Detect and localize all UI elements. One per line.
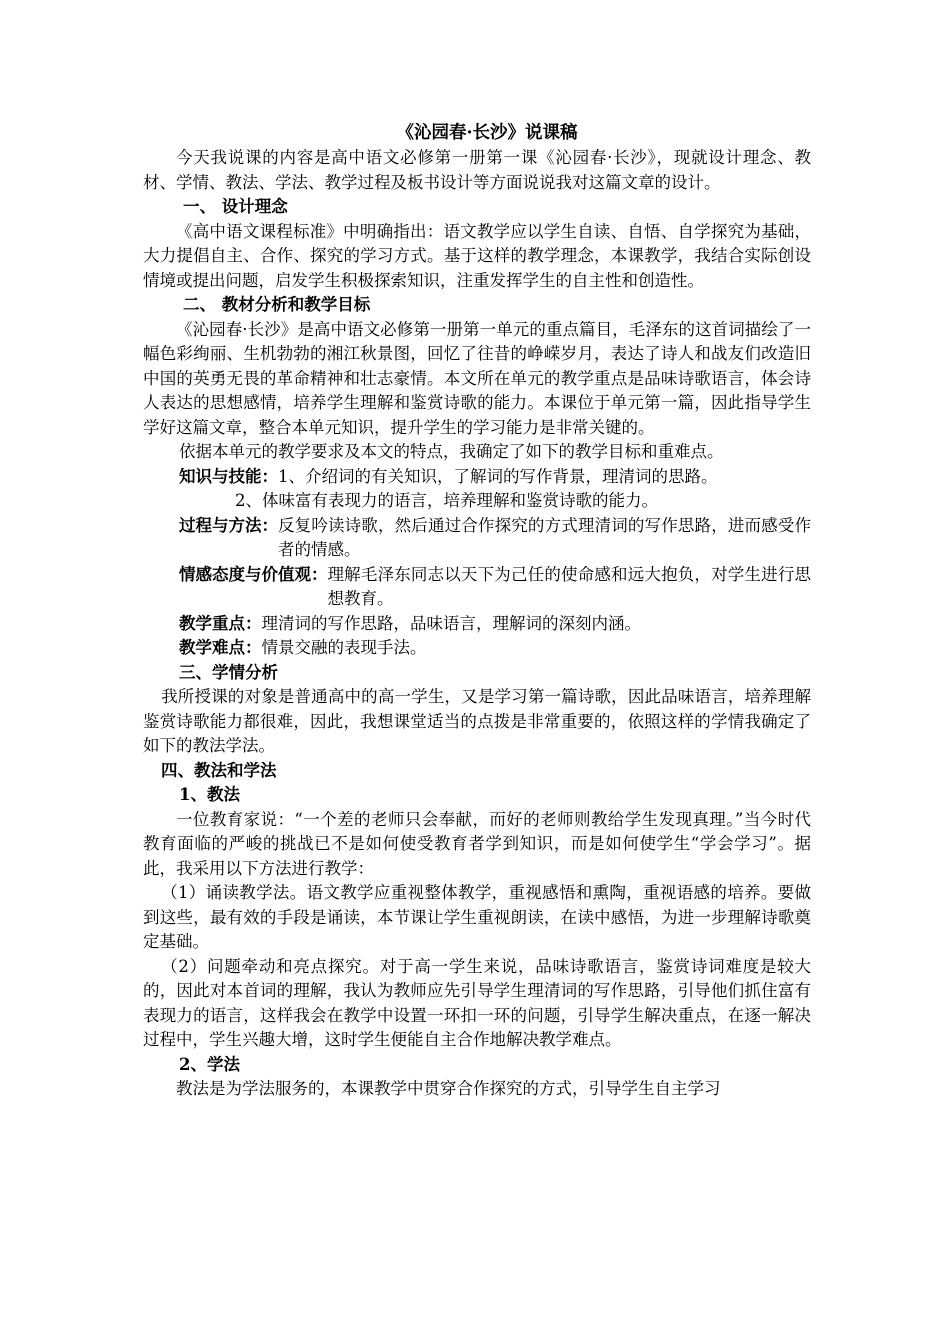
difficulty-label: 教学难点： [179,638,262,657]
section-heading-design-concept: 一、 设计理念 [183,197,288,216]
student-analysis-paragraph: 我所授课的对象是普通高中的高一学生，又是学习第一篇诗歌，因此品味语言，培养理解鉴赏诗歌能力都很难，因此，我想课堂适当的点拨是非常重要的，依照这样的学情我确定了如下的教法学法。 [143,687,811,755]
section-heading-methods: 四、教法和学法 [161,760,277,780]
emotion-goal [143,563,811,612]
knowledge-item-1: 1、介绍词的有关知识，了解词的写作背景，理清词的思路。 [278,466,718,486]
knowledge-goal [143,465,811,490]
document-page [143,120,811,1102]
key-point-label: 教学重点： [179,613,262,633]
knowledge-item-2: 2、体味富有表现力的语言，培养理解和鉴赏诗歌的能力。 [235,491,658,510]
method-1-paragraph: （1）诵读教学法。语文教学应重视整体教学，重视感悟和熏陶，重视语感的培养。要做到这些，最有效的手段是诵读，本节课让学生重视朗读，在读中感悟，为进一步理解诗歌奠定基础。 [143,883,811,951]
key-point-text: 理清词的写作思路，品味语言，理解词的深刻内涵。 [261,613,641,633]
design-concept-paragraph: 《高中语文课程标准》中明确指出：语文教学应以学生自读、自悟、自学探究为基础，大力提倡自主、合作、探究的学习方式。基于这样的教学理念，本课教学，我结合实际创设情境或提出问题，启发学生积极探索知识，注重发挥学生的自主性和创造性。 [143,221,811,290]
section-heading-student-analysis: 三、学情分析 [179,662,278,682]
method-2-paragraph: （2）问题牵动和亮点探究。对于高一学生来说，品味诗歌语言，鉴赏诗词难度是较大的，因此对本首词的理解，我认为教师应先引导学生理清词的写作思路，引导他们抓住富有表现力的语言，这样我会在教学中设置一环扣一环的问题，引导学生解决重点，在逐一解决过程中，学生兴趣大增，这时学生便能自主合作地解决教学难点。 [143,956,811,1049]
subheading-teaching-method: 1、教法 [179,785,240,804]
intro-paragraph: 今天我说课的内容是高中语文必修第一册第一课《沁园春·长沙》，现就设计理念、教材、学情、教法、学法、教学过程及板书设计等方面说说我对这篇文章的设计。 [143,148,811,192]
process-label: 过程与方法： [179,515,278,535]
learning-method-paragraph: 教法是为学法服务的，本课教学中贯穿合作探究的方式，引导学生自主学习 [176,1079,721,1098]
goals-intro: 依据本单元的教学要求及本文的特点，我确定了如下的教学目标和重难点。 [179,442,724,461]
teaching-difficulty [143,636,811,661]
emotion-label: 情感态度与价值观： [179,564,328,584]
process-goal [143,514,811,563]
process-text: 反复吟读诗歌，然后通过合作探究的方式理清词的写作思路，进而感受作者的情感。 [278,515,811,559]
subheading-learning-method: 2、学法 [179,1054,240,1074]
emotion-text: 理解毛泽东同志以天下为己任的使命感和远大抱负，对学生进行思想教育。 [327,564,811,608]
knowledge-label: 知识与技能： [179,466,278,486]
document-title: 《沁园春·长沙》说课稿 [396,123,578,143]
textbook-analysis-paragraph: 《沁园春·长沙》是高中语文必修第一册第一单元的重点篇目，毛泽东的这首词描绘了一幅色彩绚丽、生机勃勃的湘江秋景图，回忆了往昔的峥嵘岁月，表达了诗人和战友们改造旧中国的英勇无畏的革命精神和壮志豪情。本文所在单元的教学重点是品味诗歌语言，体会诗人表达的思想感情，培养学生理解和鉴赏诗歌的能力。本课位于单元第一篇，因此指导学生学好这篇文章，整合本单元知识，提升学生的学习能力是非常关键的。 [143,319,811,437]
section-heading-textbook-analysis: 二、 教材分析和教学目标 [183,295,371,314]
teaching-key-point [143,612,811,637]
teaching-method-paragraph: 一位教育家说：“一个差的老师只会奉献，而好的老师则教给学生发现真理。”当今时代教育面临的严峻的挑战已不是如何使受教育者学到知识，而是如何使学生“学会学习”。据此，我采用以下方法进行教学： [143,809,811,878]
difficulty-text: 情景交融的表现手法。 [261,638,427,657]
